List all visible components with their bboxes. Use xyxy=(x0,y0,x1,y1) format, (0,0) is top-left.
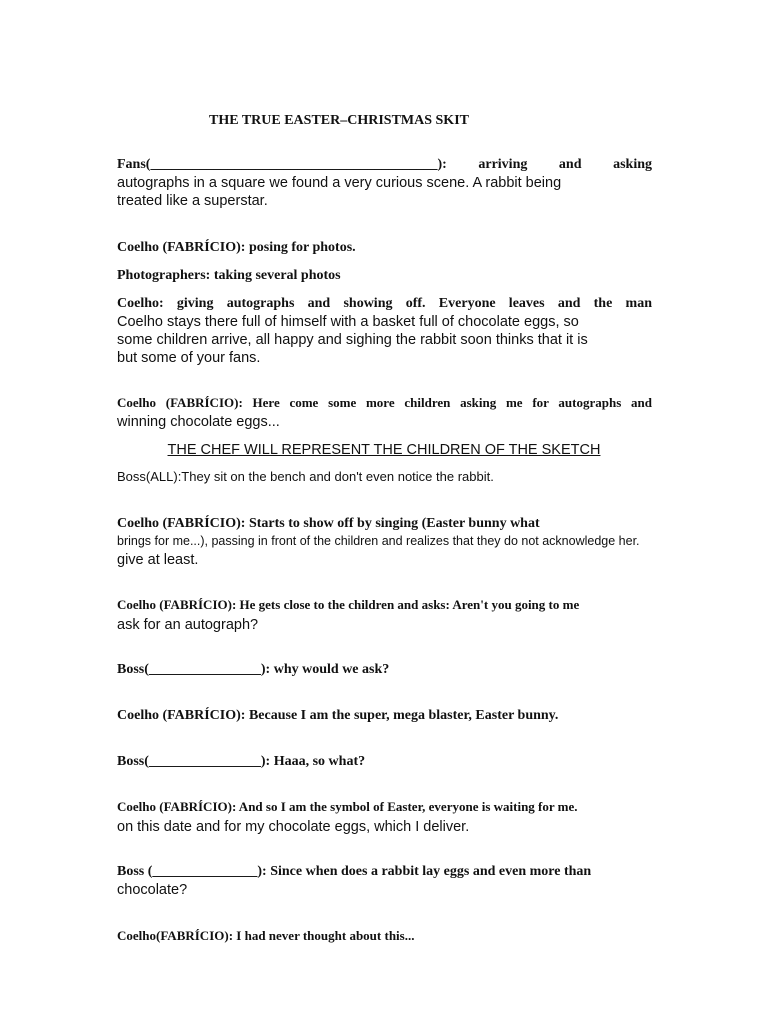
coelho-symbol-line-2: on this date and for my chocolate eggs, which I deliver. xyxy=(117,819,470,835)
fans-line-2: autographs in a square we found a very curious scene. A rabbit being xyxy=(117,175,562,191)
document-title: THE TRUE EASTER–CHRISTMAS SKIT xyxy=(209,113,469,128)
coelho-asks-line-2: ask for an autograph? xyxy=(117,617,259,633)
photographers-line: Photographers: taking several photos xyxy=(117,268,341,283)
coelho-autographs-line-4: but some of your fans. xyxy=(117,350,261,366)
coelho-thought-line: Coelho(FABRÍCIO): I had never thought about this... xyxy=(117,928,415,943)
boss-eggs-line: Boss (_______________): Since when does a rabbit lay eggs and even more than xyxy=(117,864,592,879)
coelho-children-line-2: winning chocolate eggs... xyxy=(117,414,280,430)
coelho-children-line: Coelho (FABRÍCIO): Here come some more children asking me for autographs and xyxy=(117,395,652,410)
coelho-asks-line: Coelho (FABRÍCIO): He gets close to the children and asks: Aren't you going to me xyxy=(117,597,580,612)
coelho-autographs-line: Coelho: giving autographs and showing off. Everyone leaves and the man xyxy=(117,296,652,311)
coelho-singing-line: Coelho (FABRÍCIO): Starts to show off by singing (Easter bunny what xyxy=(117,516,540,531)
fans-line: Fans(_________________________________________): arriving and asking xyxy=(117,157,652,172)
boss-all-line: Boss(ALL):They sit on the bench and don't even notice the rabbit. xyxy=(117,469,494,484)
coelho-symbol-line: Coelho (FABRÍCIO): And so I am the symbol of Easter, everyone is waiting for me. xyxy=(117,799,578,814)
boss-so-what-line: Boss(________________): Haaa, so what? xyxy=(117,754,366,769)
coelho-singing-line-2: brings for me...), passing in front of the children and realizes that they do not acknowledge her. xyxy=(117,534,640,548)
coelho-autographs-line-3: some children arrive, all happy and sighing the rabbit soon thinks that it is xyxy=(117,332,588,348)
coelho-super-line: Coelho (FABRÍCIO): Because I am the super, mega blaster, Easter bunny. xyxy=(117,708,559,723)
fans-line-3: treated like a superstar. xyxy=(117,193,268,209)
chef-note xyxy=(0,442,768,458)
coelho-autographs-line-2: Coelho stays there full of himself with a basket full of chocolate eggs, so xyxy=(117,314,579,330)
coelho-posing-line: Coelho (FABRÍCIO): posing for photos. xyxy=(117,240,356,255)
boss-why-line: Boss(________________): why would we ask? xyxy=(117,662,390,677)
chef-note-text: THE CHEF WILL REPRESENT THE CHILDREN OF THE SKETCH xyxy=(167,442,601,458)
coelho-singing-line-3: give at least. xyxy=(117,552,199,568)
boss-eggs-line-2: chocolate? xyxy=(117,882,188,898)
